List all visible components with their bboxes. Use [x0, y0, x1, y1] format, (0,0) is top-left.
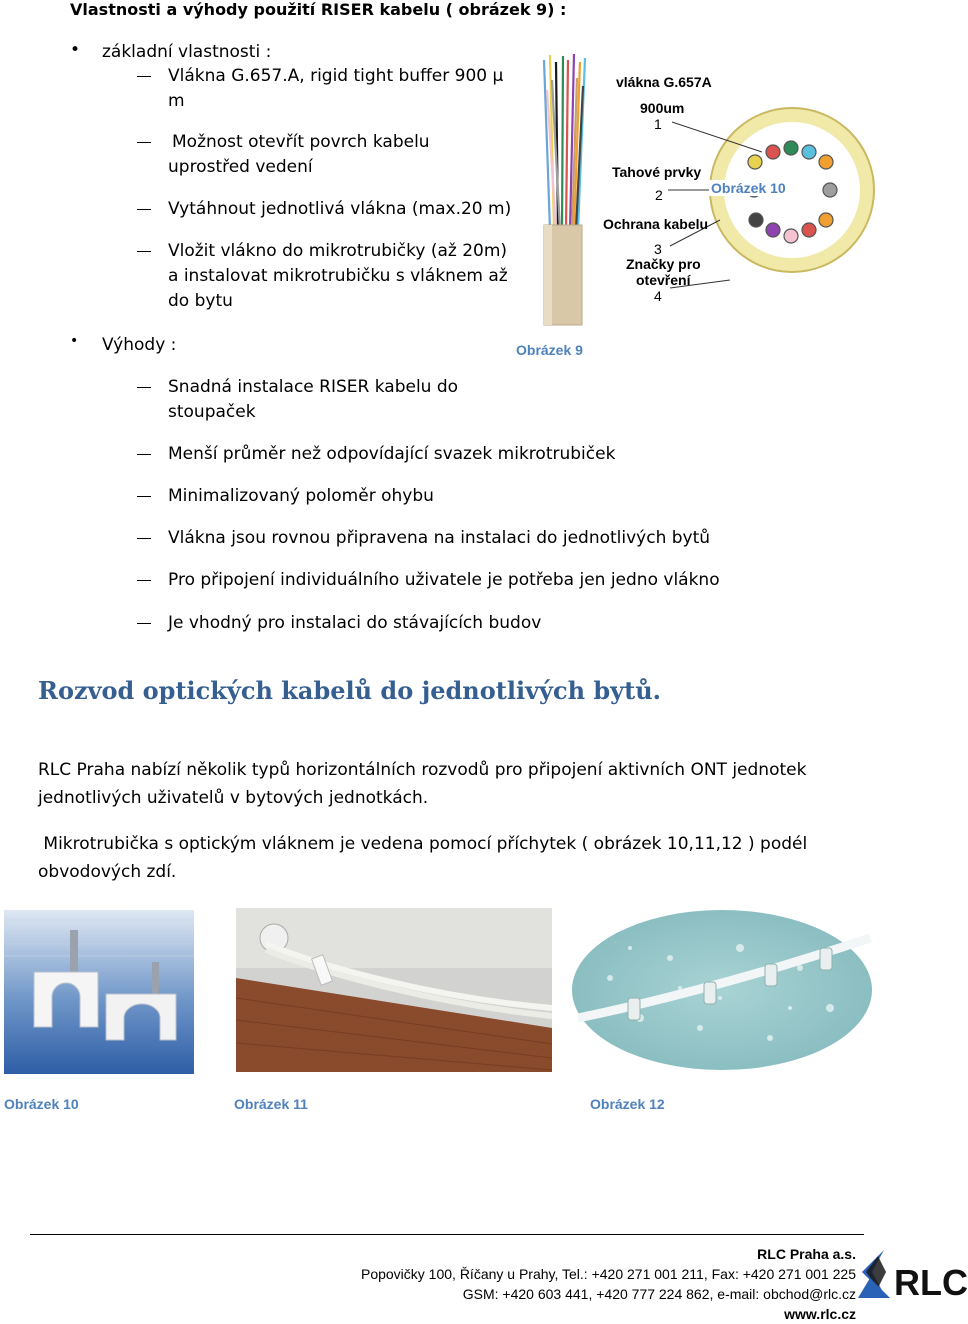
footer-web: www.rlc.cz [784, 1306, 856, 1322]
figure-caption: Obrázek 9 [516, 342, 583, 358]
advantages-label: Výhody : [102, 335, 177, 355]
list-item: Menší průměr než odpovídající svazek mikrotrubiček [168, 444, 616, 464]
fiber-label: vlákna G.657A [616, 74, 712, 90]
rip-label-line1: Značky pro [626, 256, 701, 272]
list-item: Je vhodný pro instalaci do stávajících budov [168, 613, 542, 633]
fiber-size-label: 900um [640, 100, 685, 116]
dash-icon [137, 142, 151, 143]
properties-label: základní vlastnosti : [102, 42, 272, 62]
rip-label-line2: otevření [636, 272, 691, 288]
list-item: Vytáhnout jednotlivá vlákna (max.20 m) [168, 199, 512, 219]
dash-icon [137, 251, 151, 252]
bullet-icon: • [70, 333, 79, 349]
paragraph-line: obvodových zdí. [38, 862, 177, 882]
marker-1: 1 [654, 116, 662, 132]
section-title: Vlastnosti a výhody použití RISER kabelu ( obrázek 9) : [70, 0, 567, 19]
footer-address: Popovičky 100, Říčany u Prahy, Tel.: +420 271 001 211, Fax: +420 271 001 225 [360, 1266, 856, 1282]
list-item: uprostřed vedení [168, 157, 313, 177]
list-item: Vlákna G.657.A, rigid tight buffer 900 μ [168, 66, 504, 86]
wall-mount-photo [236, 908, 552, 1072]
footer-divider [30, 1234, 864, 1235]
figure-caption-inline: Obrázek 10 [711, 180, 786, 196]
paragraph-line: jednotlivých uživatelů v bytových jednotkách. [38, 788, 429, 808]
dash-icon [137, 538, 151, 539]
list-item: Minimalizovaný poloměr ohybu [168, 486, 434, 506]
photo-caption: Obrázek 12 [590, 1096, 665, 1112]
photo-caption: Obrázek 11 [234, 1096, 308, 1112]
footer-contact: GSM: +420 603 441, +420 777 224 862, e-mail: obchod@rlc.cz [462, 1286, 856, 1302]
dash-icon [137, 76, 151, 77]
marker-3: 3 [654, 241, 662, 257]
textured-wall-photo [570, 908, 874, 1072]
riser-cable-diagram [530, 50, 880, 330]
marker-2: 2 [655, 187, 663, 203]
paragraph-line: Mikrotrubička s optickým vláknem je vedena pomocí příchytek ( obrázek 10,11,12 ) podél [38, 834, 808, 854]
strength-label: Tahové prvky [612, 164, 702, 180]
list-item: Pro připojení individuálního uživatele je potřeba jen jedno vlákno [168, 570, 720, 590]
photo-caption: Obrázek 10 [4, 1096, 79, 1112]
list-item: do bytu [168, 291, 233, 311]
list-item: Možnost otevřít povrch kabelu [172, 132, 430, 152]
dash-icon [137, 580, 151, 581]
cable-clips-photo [4, 910, 194, 1074]
footer-company: RLC Praha a.s. [757, 1246, 856, 1262]
bullet-icon: • [70, 40, 81, 60]
jacket-label: Ochrana kabelu [603, 216, 709, 232]
marker-4: 4 [654, 288, 662, 304]
paragraph-line: RLC Praha nabízí několik typů horizontálních rozvodů pro připojení aktivních ONT jednotek [38, 760, 807, 780]
logo-text: RLC [894, 1262, 968, 1303]
list-item: Vložit vlákno do mikrotrubičky (až 20m) [168, 241, 508, 261]
list-item: a instalovat mikrotrubičku s vláknem až [168, 266, 508, 286]
list-item: stoupaček [168, 402, 256, 422]
list-item: m [168, 91, 185, 111]
list-item: Snadná instalace RISER kabelu do [168, 377, 459, 397]
dash-icon [137, 387, 151, 388]
dash-icon [137, 209, 151, 210]
section-heading: Rozvod optických kabelů do jednotlivých bytů. [38, 676, 662, 705]
dash-icon [137, 623, 151, 624]
dash-icon [137, 496, 151, 497]
list-item: Vlákna jsou rovnou připravena na instalaci do jednotlivých bytů [168, 528, 711, 548]
dash-icon [137, 454, 151, 455]
